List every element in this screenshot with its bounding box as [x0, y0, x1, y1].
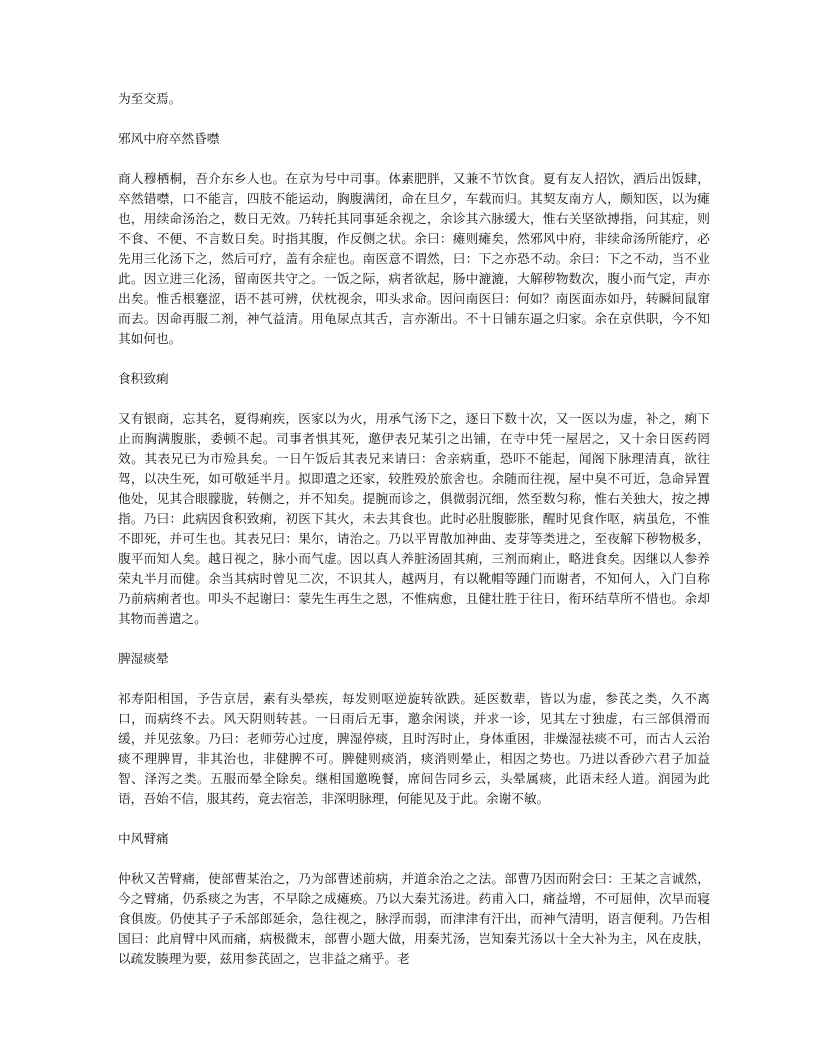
section-paragraph: 又有银商，忘其名，夏得痢疾，医家以为火，用承气汤下之，逐日下数十次，又一医以为虚，补之，痢下止而胸满腹胀，委顿不起。司事者惧其死，邀伊表兄某引之出铺，在寺中凭一屋居之，又十余日医药罔效。其表兄已为市殓具矣。一日午饭后其表兄来请曰：舍亲病重，恐吓不能起，闻阁下脉理清真，欲往驾，以决生死，如可敬延半月。拟即遣之还家，较胜殁於旅舍也。余随而往视，屋中臭不可近，急命异置他处，见其合眼朦胧，转侧之，并不知矣。提腕而诊之，俱微弱沉细，然至数匀称，惟右关独大，按之搏指。乃曰：此病因食积致痢，初医下其火，未去其食也。此时必肚腹膨胀，醒时见食作呕，病虽危，不惟不即死，并可生也。其表兄曰：果尔，请治之。乃以平胃散加神曲、麦芽等类进之，至夜解下秽物极多，腹平而知人矣。越日视之，脉小而气虚。因以真人养脏汤固其痢，三剂而痢止，略进食矣。因继以人参养荣丸半月而健。余当其病时曾见二次，不识其人，越两月，有以靴帽等踵门而谢者，不知何人，入门自称乃前病痢者也。叩头不起谢曰：蒙先生再生之恩，不惟病愈，且健壮胜于往日，衔环结草所不惜也。余却其物而善遣之。: [118, 411, 710, 626]
section-title: 脾湿痰晕: [118, 651, 169, 666]
section-title: 食积致痢: [118, 371, 169, 386]
section-paragraph: 祁寿阳相国，予告京居，素有头晕疾，每发则呕逆旋转欲跌。延医数辈，皆以为虚，参芪之类，久不离口，而病终不去。风天阴则转甚。一日雨后无事，邀余闲谈，并求一诊，见其左寸独虚，右三部俱滑而缓，并见弦象。乃曰：老师劳心过度，脾湿停痰，且时泻时止，身体重困，非燥湿祛痰不可，而古人云治痰不理脾胃，非其治也，非健脾不可。脾健则痰消，痰消则晕止，相因之势也。乃进以香砂六君子加益智、泽泻之类。五服而晕全除矣。继相国邀晚餐，席间告同乡云，头晕属痰，此语未经人道。润园为此语，吾始不信，服其药，竟去宿恙，非深明脉理，何能见及于此。余谢不敏。: [118, 691, 710, 806]
section-title: 中风臂痛: [118, 831, 169, 846]
section-title: 邪风中府卒然昏噤: [118, 131, 220, 146]
document-body: [118, 89, 710, 969]
intro-line: 为至交焉。: [118, 91, 182, 106]
section-paragraph: 仲秋又苦臂痛，使部曹某治之，乃为部曹述前病，并道余治之之法。部曹乃因而附会曰：王某之言诚然，今之臂痛，仍系痰之为害，不早除之成瘫痪。乃以大秦艽汤进。药甫入口，痛益增，不可屈伸，次早而寝食俱废。仍使其子子禾部郎延余，急往视之，脉浮而弱，而津津有汗出，而神气清明，语言便利。乃告相国曰：此肩臂中风而痛，病极微末，部曹小题大做，用秦艽汤，岂知秦艽汤以十全大补为主，风在皮肤，以疏发腠理为要，兹用参芪固之，岂非益之痛乎。老: [118, 871, 710, 966]
section-paragraph: 商人穆栖桐，吾介东乡人也。在京为号中司事。体素肥胖，又兼不节饮食。夏有友人招饮，酒后出饭肆，卒然错噤，口不能言，四肢不能运动，胸腹满闭，命在旦夕，车载而归。其契友南方人，颇知医，以为瘫也，用续命汤治之，数日无效。乃转托其同事延余视之，余诊其六脉缓大，惟右关坚欲搏指，问其症，则不食、不便、不言数日矣。时指其腹，作反侧之状。余曰：瘫则瘫矣，然邪风中府，非续命汤所能疗，必先用三化汤下之，然后可疗，盖有余症也。南医意不谓然，曰：下之亦恐不动。余曰：下之不动，当不业此。因立进三化汤，留南医共守之。一饭之际，病者欲起，肠中漉漉，大解秽物数次，腹小而气定，声亦出矣。惟舌根蹇涩，语不甚可辨，伏枕视余，叩头求命。因问南医曰：何如？南医面赤如丹，转瞬间鼠窜而去。因命再服二剂，神气益清。用龟尿点其舌，言亦渐出。不十日铺东逼之归家。余在京供职，今不知其如何也。: [118, 171, 710, 346]
